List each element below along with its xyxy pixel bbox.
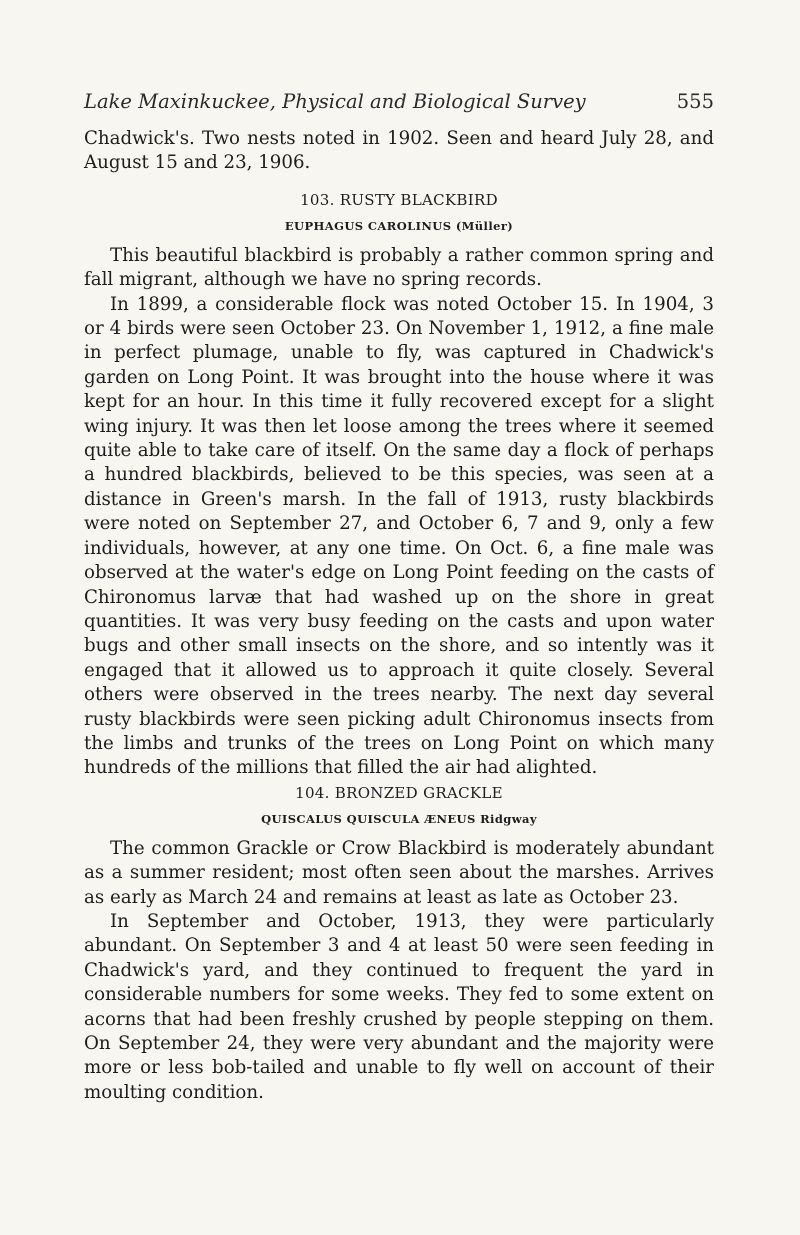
page-number: 555 <box>676 90 714 113</box>
page <box>84 90 714 1105</box>
species-heading-bronzed-grackle: 104. BRONZED GRACKLE <box>295 783 503 802</box>
paragraph-rusty-records: In 1899, a considerable flock was noted October 15. In 1904, 3 or 4 birds were seen October 23. On November 1, 1912, a fine male in perfect plumage, unable to fly, was captured in Chadwick's garden on Long Point. It was brought into the house where it was kept for an hour. In this time it fully recovered except for a slight wing injury. It was then let loose among the trees where it seemed quite able to take care of itself. On the same day a flock of perhaps a hundred blackbirds, believed to be this species, was seen at a distance in Green's marsh. In the fall of 1913, rusty blackbirds were noted on September 27, and October 6, 7 and 9, only a few individuals, however, at any one time. On Oct. 6, a fine male was observed at the water's edge on Long Point feeding on the casts of Chironomus larvæ that had washed up on the shore in great quantities. It was very busy feeding on the casts and upon water bugs and other small insects on the shore, and so intently was it engaged that it allowed us to approach it quite closely. Several others were observed in the trees nearby. The next day several rusty blackbirds were seen picking adult Chironomus insects from the limbs and trunks of the trees on Long Point on which many hundreds of the millions that filled the air had alighted. <box>84 293 714 779</box>
paragraph-rusty-intro: This beautiful blackbird is probably a rather common spring and fall migrant, although we have no spring records. <box>84 244 714 291</box>
paragraph-grackle-intro: The common Grackle or Crow Blackbird is moderately abundant as a summer resident; most often seen about the marshes. Arrives as early as March 24 and remains at least as late as October 23. <box>84 837 714 908</box>
species-scientific-name-rusty-blackbird: EUPHAGUS CAROLINUS (Müller) <box>284 218 514 233</box>
species-heading-rusty-blackbird: 103. RUSTY BLACKBIRD <box>300 190 498 209</box>
paragraph-continuation: Chadwick's. Two nests noted in 1902. Seen and heard July 28, and August 15 and 23, 1906. <box>84 128 714 174</box>
running-title: Lake Maxinkuckee, Physical and Biological Survey <box>84 90 586 113</box>
species-scientific-name-bronzed-grackle: QUISCALUS QUISCULA ÆNEUS Ridgway <box>261 811 537 826</box>
running-head <box>84 90 714 113</box>
paragraph-grackle-records: In September and October, 1913, they were particularly abundant. On September 3 and 4 at least 50 were seen feeding in Chadwick's yard, and they continued to frequent the yard in considerable numbers for some weeks. They fed to some extent on acorns that had been freshly crushed by people stepping on them. On September 24, they were very abundant and the majority were more or less bob-tailed and unable to fly well on account of their moulting condition. <box>84 910 714 1103</box>
